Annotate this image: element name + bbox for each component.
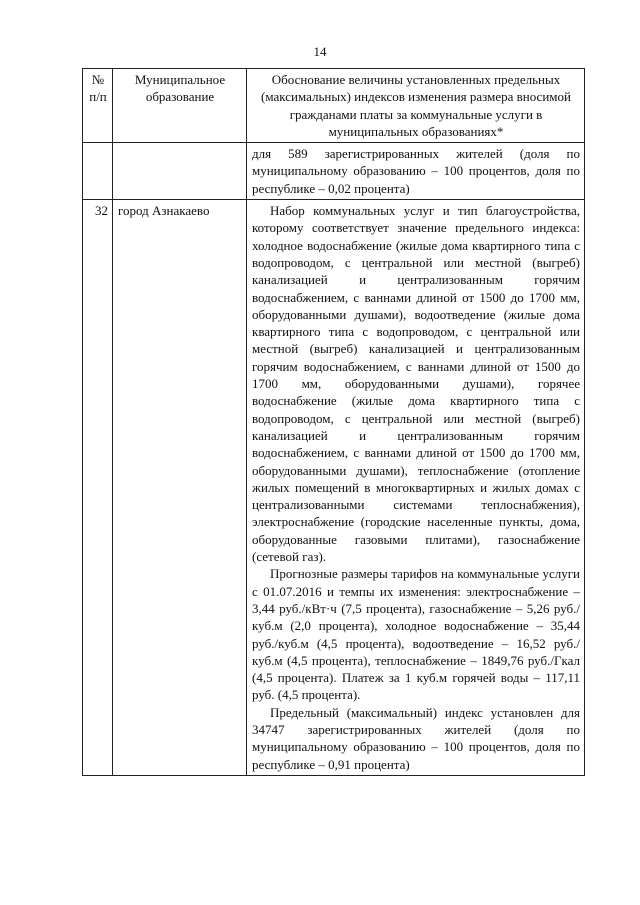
- table-header-row: [83, 69, 585, 143]
- row-municipality-cell: город Азнакаево: [113, 200, 247, 776]
- tariff-index-table: [82, 68, 585, 776]
- continuation-text: для 589 зарегистрированных жителей (доля по муниципальному образованию – 100 процентов, доля по республике – 0,02 процента): [252, 146, 580, 196]
- header-justification: Обоснование величины установленных предельных (максимальных) индексов изменения размера вносимой гражданами платы за коммунальные услуги в муниципальных образованиях*: [247, 69, 585, 143]
- row-justification-cell: [247, 143, 585, 200]
- index-paragraph: Предельный (максимальный) индекс установлен для 34747 зарегистрированных жителей (доля по муниципальному образованию – 100 процентов, доля по республике – 0,91 процента): [252, 704, 580, 772]
- tariffs-paragraph: Прогнозные размеры тарифов на коммунальные услуги с 01.07.2016 и темпы их изменения: электроснабжение – 3,44 руб./кВт·ч (7,5 процента), газоснабжение – 5,26 руб./куб.м (2,0 процента), холодное водоснабжение – 35,44 руб./куб.м (4,5 процента), водоотведение – 16,52 руб./куб.м (4,5 процента), теплоснабжение – 1849,76 руб./Гкал (4,5 процента). Платеж за 1 куб.м горячей воды – 117,11 руб. (4,5 процента).: [252, 566, 580, 703]
- services-paragraph: Набор коммунальных услуг и тип благоустройства, которому соответствует значение предельного индекса: холодное водоснабжение (жилые дома квартирного типа с водопроводом, с центральной или местной (выгреб) канализацией и централизованным горячим водоснабжением, с ваннами длиной от 1500 до 1700 мм, оборудованными душами), водоотведение (жилые дома квартирного типа с водопроводом, с центральной или местной (выгреб) канализацией и централизованным горячим водоснабжением, с ваннами длиной от 1500 до 1700 мм, оборудованными душами), горячее водоснабжение (жилые дома квартирного типа с водопроводом, с центральной или местной (выгреб) канализацией и централизованным горячим водоснабжением, с ваннами длиной от 1500 до 1700 мм, оборудованными душами), теплоснабжение (отопление жилых помещений в многоквартирных и жилых домах с централизованными системами теплоснабжения), электроснабжение (городские населенные пункты, дома, оборудованные газовыми плитами), газоснабжение (сетевой газ).: [252, 203, 580, 565]
- row-municipality-cell: [113, 143, 247, 200]
- header-num: № п/п: [83, 69, 113, 143]
- header-municipality: Муниципальное образование: [113, 69, 247, 143]
- page-number: 14: [313, 44, 327, 59]
- table-row: [83, 143, 585, 200]
- row-num-cell: [83, 143, 113, 200]
- table-row: [83, 200, 585, 776]
- row-justification-cell: [247, 200, 585, 776]
- row-num-cell: 32: [83, 200, 113, 776]
